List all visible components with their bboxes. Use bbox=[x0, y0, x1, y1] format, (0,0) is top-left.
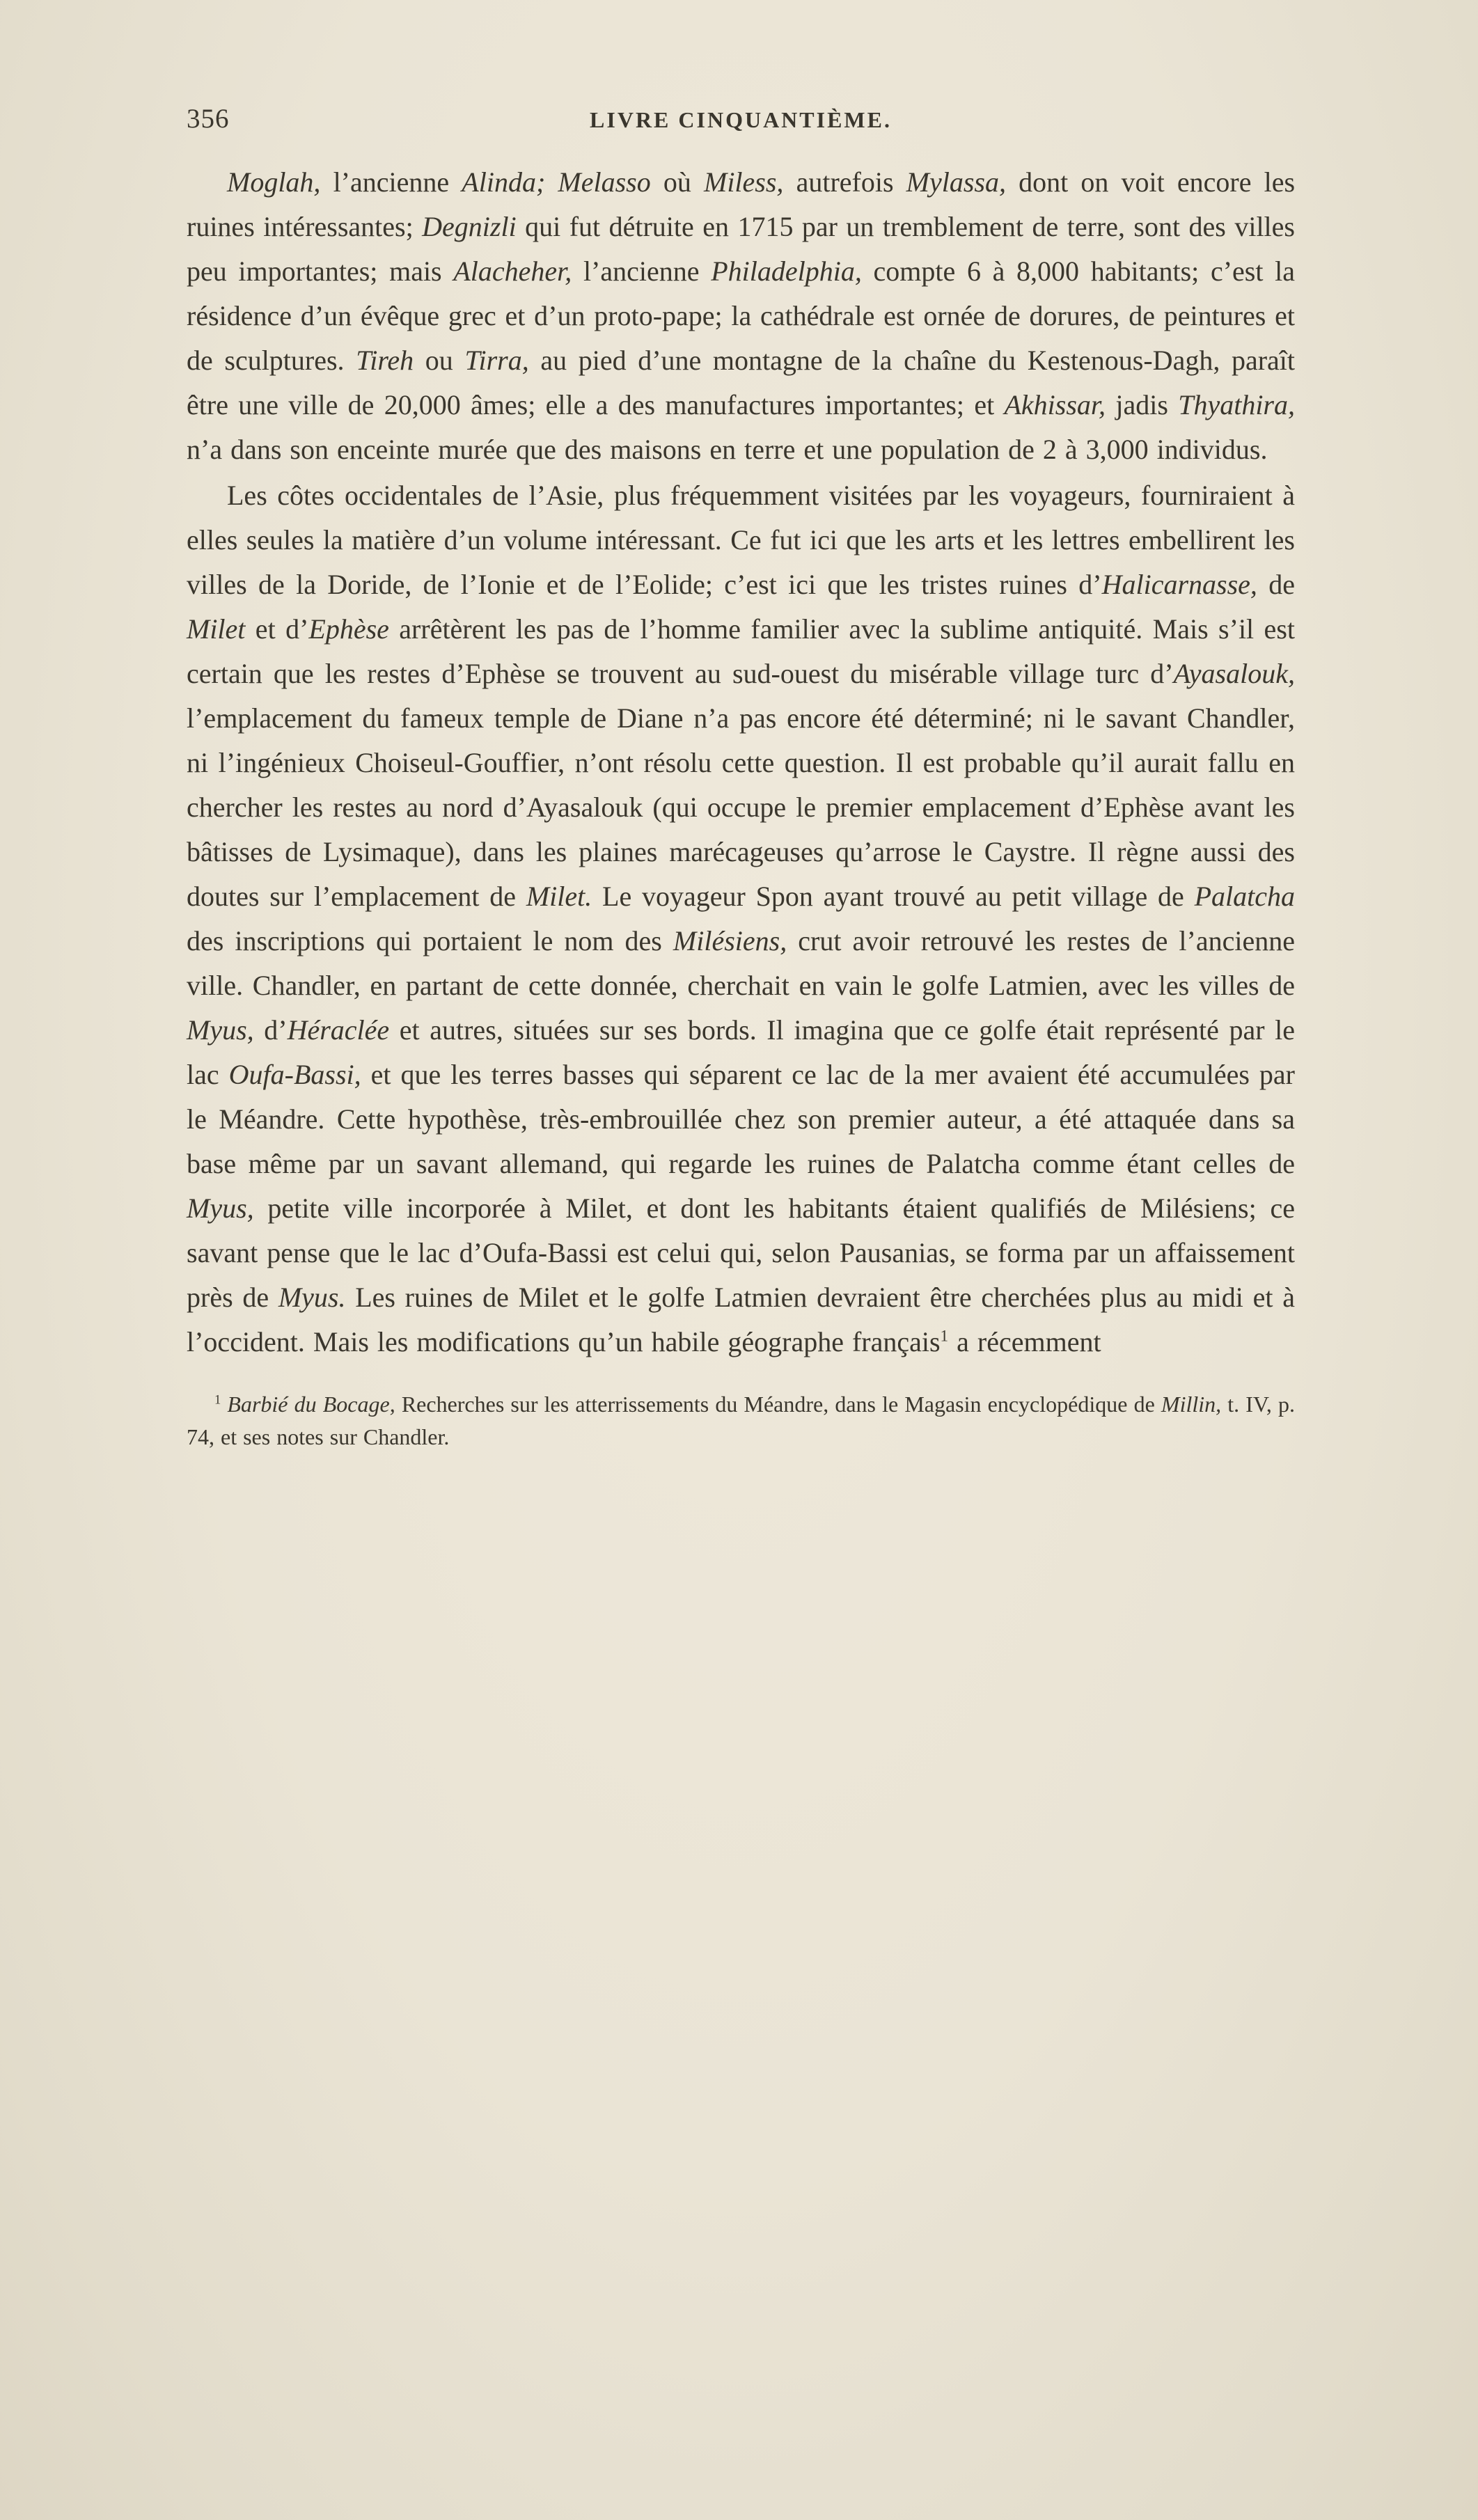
italic-text: Milet. bbox=[526, 881, 592, 912]
body-text: autrefois bbox=[783, 166, 906, 198]
footnote-marker: 1 bbox=[214, 1392, 221, 1408]
body-text: a récemment bbox=[948, 1326, 1101, 1357]
body-text: l’ancienne bbox=[320, 166, 462, 198]
body-text: Recherches sur les atterrissements du Méandre, dans le Magasin encyclopédique de bbox=[395, 1392, 1161, 1417]
body-text: compte 6 à 8,000 habitants; c’est la résidence d’un évêque grec et d’un proto-pape; la cathédrale est ornée de dorures, de peintures et de sculptures. bbox=[187, 255, 1296, 376]
page-paragraphs bbox=[187, 160, 1295, 1364]
body-text: dont on voit encore les ruines intéressantes; bbox=[187, 166, 1296, 242]
italic-text: Milésiens, bbox=[673, 925, 787, 956]
italic-text: Philadelphia, bbox=[711, 255, 862, 287]
body-text: Les ruines de Milet et le golfe Latmien devraient être cherchées plus au midi et à l’occident. Mais les modifications qu’un habile géographe français bbox=[187, 1282, 1295, 1357]
italic-text: Degnizli bbox=[422, 211, 517, 242]
body-text: jadis bbox=[1106, 389, 1179, 420]
italic-text: Ephèse bbox=[308, 613, 389, 645]
body-text: Les côtes occidentales de l’Asie, plus fréquemment visitées par les voyageurs, fourniraient à elles seules la matière d’un volume intéressant. Ce fut ici que les arts et les lettres embellirent les villes de la Doride, de l’Ionie et de l’Eolide; c’est ici que les tristes ruines d’ bbox=[187, 480, 1295, 600]
body-text: et autres, situées sur ses bords. Il imagina que ce golfe était représenté par le lac bbox=[187, 1014, 1295, 1090]
italic-text: Halicarnasse, bbox=[1101, 569, 1257, 600]
italic-text: Barbié du Bocage, bbox=[227, 1392, 395, 1417]
body-text: et d’ bbox=[245, 613, 309, 645]
body-text: de bbox=[1257, 569, 1295, 600]
italic-text: Alacheher, bbox=[453, 255, 572, 287]
italic-text: Alinda; Melasso bbox=[462, 166, 651, 198]
italic-text: Myus, bbox=[187, 1014, 254, 1046]
italic-text: Mylassa, bbox=[906, 166, 1006, 198]
body-text: l’emplacement du fameux temple de Diane n’a pas encore été déterminé; ni le savant Chandler, ni l’ingénieux Choiseul-Gouffier, n’ont résolu cette question. Il est probable qu’il aurait fallu en chercher les restes au nord d’Ayasalouk (qui occupe le premier emplacement d’Ephèse avant les bâtisses de Lysimaque), dans les plaines marécageuses qu’arrose le Caystre. Il règne aussi des doutes sur l’emplacement de bbox=[187, 702, 1295, 912]
body-text: t. IV, p. 74, et ses notes sur Chandler. bbox=[187, 1392, 1296, 1450]
italic-text: Thyathira, bbox=[1178, 389, 1295, 420]
italic-text: Myus. bbox=[278, 1282, 346, 1313]
italic-text: Millin, bbox=[1161, 1392, 1222, 1417]
italic-text: Milet bbox=[187, 613, 246, 645]
italic-text: Tireh bbox=[356, 345, 414, 376]
footnote bbox=[187, 1388, 1295, 1454]
page-header bbox=[187, 103, 1295, 142]
italic-text: Myus, bbox=[187, 1192, 254, 1224]
italic-text: Miless, bbox=[704, 166, 784, 198]
body-text: d’ bbox=[253, 1014, 288, 1046]
body-text: crut avoir retrouvé les restes de l’ancienne ville. Chandler, en partant de cette donnée, cherchait en vain le golfe Latmien, avec les villes de bbox=[187, 925, 1295, 1001]
italic-text: Akhissar, bbox=[1004, 389, 1106, 420]
body-text: au pied d’une montagne de la chaîne du Kestenous-Dagh, paraît être une ville de 20,000 âmes; elle a des manufactures importantes; et bbox=[187, 345, 1295, 420]
paragraph bbox=[187, 473, 1295, 1364]
italic-text: Moglah, bbox=[227, 166, 321, 198]
body-text: ou bbox=[414, 345, 465, 376]
body-text: et que les terres basses qui séparent ce lac de la mer avaient été accumulées par le Méandre. Cette hypothèse, très-embrouillée chez son premier auteur, a été attaquée dans sa base même par un savant allemand, qui regarde les ruines de Palatcha comme étant celles de bbox=[187, 1059, 1295, 1179]
italic-text: Ayasalouk, bbox=[1173, 658, 1295, 689]
body-text: l’ancienne bbox=[572, 255, 712, 287]
paragraph bbox=[187, 160, 1295, 472]
body-text: arrêtèrent les pas de l’homme familier avec la sublime antiquité. Mais s’il est certain que les restes d’Ephèse se trouvent au sud-ouest du misérable village turc d’ bbox=[187, 613, 1295, 689]
body-text: des inscriptions qui portaient le nom des bbox=[187, 925, 673, 956]
italic-text: Palatcha bbox=[1194, 881, 1295, 912]
italic-text: Tirra, bbox=[464, 345, 529, 376]
italic-text: Oufa-Bassi, bbox=[228, 1059, 361, 1090]
italic-text: Héraclée bbox=[287, 1014, 390, 1046]
page-content bbox=[187, 103, 1295, 1454]
body-text: n’a dans son enceinte murée que des maisons en terre et une population de 2 à 3,000 individus. bbox=[187, 434, 1268, 465]
page-number: 356 bbox=[187, 104, 230, 134]
body-text: Le voyageur Spon ayant trouvé au petit village de bbox=[592, 881, 1195, 912]
body-text: petite ville incorporée à Milet, et dont les habitants étaient qualifiés de Milésiens; ce savant pense que le lac d’Oufa-Bassi est celui qui, selon Pausanias, se forma par un affaissement près de bbox=[187, 1192, 1295, 1313]
body-text: où bbox=[650, 166, 704, 198]
body-text: qui fut détruite en 1715 par un tremblement de terre, sont des villes peu importantes; mais bbox=[187, 211, 1295, 287]
running-title: LIVRE CINQUANTIÈME. bbox=[590, 107, 892, 132]
footnote-marker: 1 bbox=[940, 1327, 949, 1346]
